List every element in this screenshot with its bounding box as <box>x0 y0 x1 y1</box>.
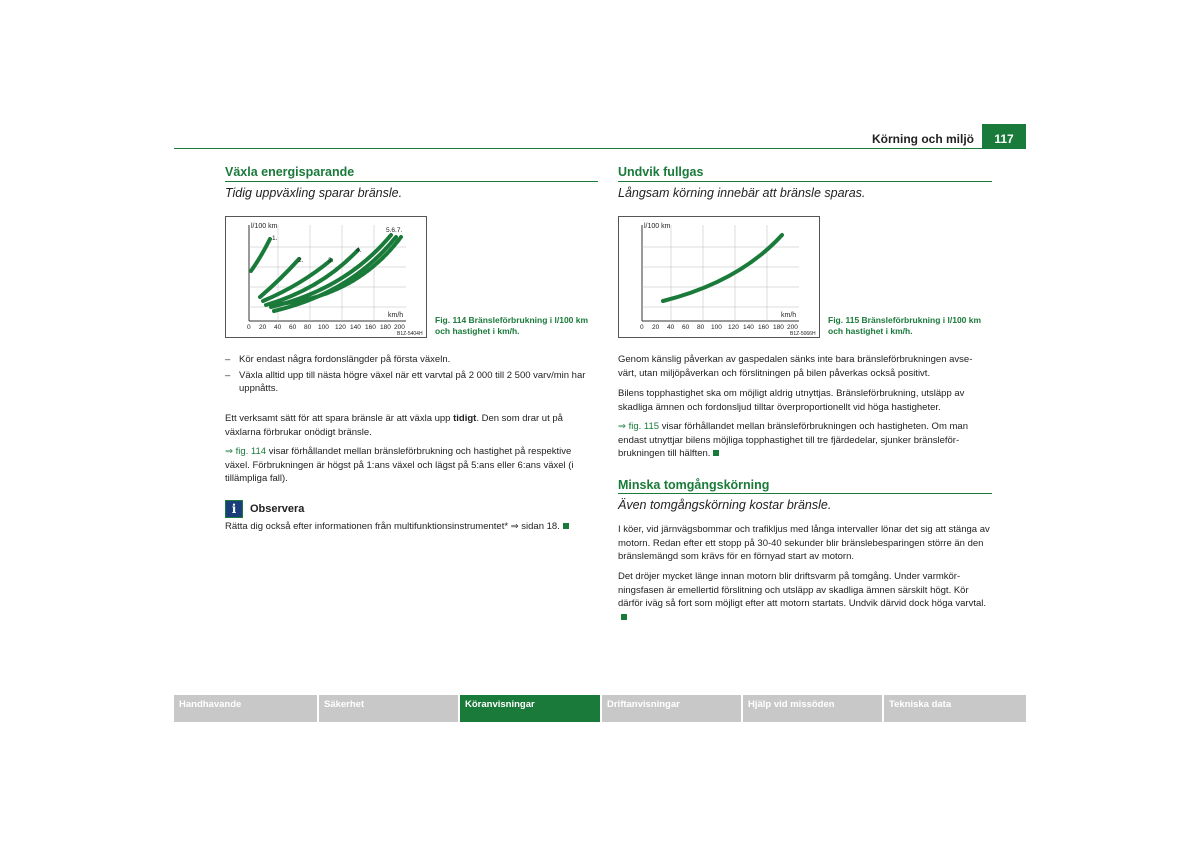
section-heading-shift: Växla energisparande <box>225 165 355 179</box>
paragraph-gas-pedal: Genom känslig påverkan av gaspedalen sänks inte bara bränsleförbrukningen avse-värt, utan miljöpåverkan och förslitningen på bilen påverkas också positivt. <box>618 354 973 379</box>
bullet-text-1: Kör endast några fordonslängder på första växeln. <box>239 354 451 365</box>
header-rule <box>174 148 1026 149</box>
tick-0: 0 <box>247 324 251 331</box>
paragraph-shift-early <box>225 412 593 439</box>
para-text: visar förhållandet mellan bränsleförbrukning och hastighet på respektive växel. Förbrukningen är högst på 1:ans växel och lägst på 5:ans eller 6:ans växel (i tillämpliga fall). <box>225 446 574 484</box>
list-item: – Kör endast några fordonslängder på första växeln. <box>225 354 451 365</box>
end-mark-icon <box>563 523 569 529</box>
para-text: Ett verksamt sätt för att spara bränsle är att växla upp <box>225 413 454 424</box>
tab-handhavande[interactable]: Handhavande <box>174 695 317 722</box>
figure-115-caption: Fig. 115 Bränsleförbrukning i l/100 km och hastighet i km/h. <box>828 315 982 336</box>
tick-180: 180 <box>380 324 391 331</box>
para-text: visar förhållandet mellan bränsleförbrukningen och hastigheten. Om man endast utnyttjar bilens möjliga topphastighet till tre fjärdedelar, sjunker bränsleför-brukningen till hälften. <box>618 421 968 459</box>
paragraph-fig114-ref <box>225 445 593 486</box>
para-text: . Den som drar ut på växlarna förbrukar onödigt bränsle. <box>225 413 563 438</box>
paragraph-fig115-ref <box>618 420 990 461</box>
x-axis-label: km/h <box>781 312 797 319</box>
paragraph-warmup <box>618 570 992 624</box>
gear-curves <box>251 235 401 311</box>
tick-120: 120 <box>728 324 739 331</box>
figure-code: B1Z-5066H <box>790 331 816 337</box>
tab-koranvisningar[interactable]: Köranvisningar <box>460 695 600 722</box>
note-body: Rätta dig också efter informationen från multifunktionsinstrumentet* ⇒ sidan 18. <box>225 521 560 532</box>
chart-gears <box>226 217 426 337</box>
para-text: Det dröjer mycket länge innan motorn blir driftsvarm på tomgång. Under varmkör-ningsfasen är emellertid förslitning och utsläpp av skadliga ämnen särskilt högt. Kör därför iväg så fort som möjligt efter att motorn startats. Undvik därvid dock höga varvtal. <box>618 571 987 609</box>
curve-label-1: 1. <box>272 235 278 242</box>
bullet-text-2: Växla alltid upp till nästa högre växel när ett varvtal på 2 000 till 2 500 varv/min har uppnåtts. <box>239 369 586 394</box>
chart-speed-consumption <box>619 217 819 337</box>
note-title: Observera <box>250 503 305 515</box>
fig-114-link[interactable]: ⇒ fig. 114 <box>225 446 267 457</box>
info-icon: i <box>225 500 243 518</box>
x-axis-label: km/h <box>388 312 404 319</box>
heading-rule <box>225 181 598 182</box>
tick-80: 80 <box>304 324 312 331</box>
tick-40: 40 <box>274 324 282 331</box>
x-ticks <box>640 324 798 331</box>
tick-20: 20 <box>652 324 660 331</box>
heading-rule <box>618 181 992 182</box>
tick-20: 20 <box>259 324 267 331</box>
tab-driftanvisningar[interactable]: Driftanvisningar <box>602 695 741 722</box>
tick-100: 100 <box>318 324 329 331</box>
figure-code: B1Z-5404H <box>397 331 423 337</box>
bullet-list <box>225 353 600 396</box>
tick-40: 40 <box>667 324 675 331</box>
tick-200: 200 <box>787 324 798 331</box>
chapter-nav-bar <box>174 695 1026 722</box>
figure-115 <box>618 216 820 338</box>
curve-label-2: 2. <box>298 257 304 264</box>
paragraph-queues: I köer, vid järnvägsbommar och trafikljus med långa intervaller lönar det sig att stänga av motorn. Redan efter ett stopp på 30-40 sekunder blir bränslebesparingen större än den bränslemängd som krävs för en förnyad start av motorn. <box>618 524 990 562</box>
tick-140: 140 <box>743 324 754 331</box>
consumption-curve <box>663 235 782 301</box>
paragraph-top-speed: Bilens topphastighet ska om möjligt aldrig utnyttjas. Bränsleförbrukning, utsläpp av skadliga ämnen och fordonsljud tilltar överproportionellt vid höga hastigheter. <box>618 388 965 413</box>
running-header-title: Körning och miljö <box>872 132 974 146</box>
list-item: – Växla alltid upp till nästa högre växel när ett varvtal på 2 000 till 2 500 varv/min har uppnåtts. <box>225 369 600 396</box>
curve-gear-1 <box>251 239 270 271</box>
para-emphasis: tidigt <box>453 413 477 424</box>
end-mark-icon <box>621 614 627 620</box>
page-number: 117 <box>982 124 1026 149</box>
section-heading-idling: Minska tomgångskörning <box>618 478 770 492</box>
x-ticks <box>247 324 405 331</box>
fig-115-link[interactable]: ⇒ fig. 115 <box>618 421 660 432</box>
tick-180: 180 <box>773 324 784 331</box>
tick-200: 200 <box>394 324 405 331</box>
tick-0: 0 <box>640 324 644 331</box>
tick-160: 160 <box>758 324 769 331</box>
figure-114 <box>225 216 427 338</box>
tick-60: 60 <box>289 324 297 331</box>
tick-80: 80 <box>697 324 705 331</box>
tab-sakerhet[interactable]: Säkerhet <box>319 695 458 722</box>
figure-114-caption: Fig. 114 Bränsleförbrukning i l/100 km och hastighet i km/h. <box>435 315 589 336</box>
section-subheading-idling: Även tomgångskörning kostar bränsle. <box>618 498 832 512</box>
curve-label-4: 4. <box>356 247 362 254</box>
curve-label-3: 3. <box>328 257 334 264</box>
tick-100: 100 <box>711 324 722 331</box>
curve-label-5-7: 5.6.7. <box>386 227 403 234</box>
y-axis-label: l/100 km <box>251 223 278 230</box>
tab-tekniska-data[interactable]: Tekniska data <box>884 695 1026 722</box>
tab-hjalp-vid-missoden[interactable]: Hjälp vid missöden <box>743 695 882 722</box>
tick-120: 120 <box>335 324 346 331</box>
heading-rule <box>618 493 992 494</box>
tick-160: 160 <box>365 324 376 331</box>
tick-60: 60 <box>682 324 690 331</box>
tick-140: 140 <box>350 324 361 331</box>
section-subheading-shift: Tidig uppväxling sparar bränsle. <box>225 186 403 200</box>
section-heading-fullthrottle: Undvik fullgas <box>618 165 704 179</box>
note-text <box>225 520 600 534</box>
end-mark-icon <box>713 450 719 456</box>
section-subheading-fullthrottle: Långsam körning innebär att bränsle sparas. <box>618 186 866 200</box>
y-axis-label: l/100 km <box>644 223 671 230</box>
